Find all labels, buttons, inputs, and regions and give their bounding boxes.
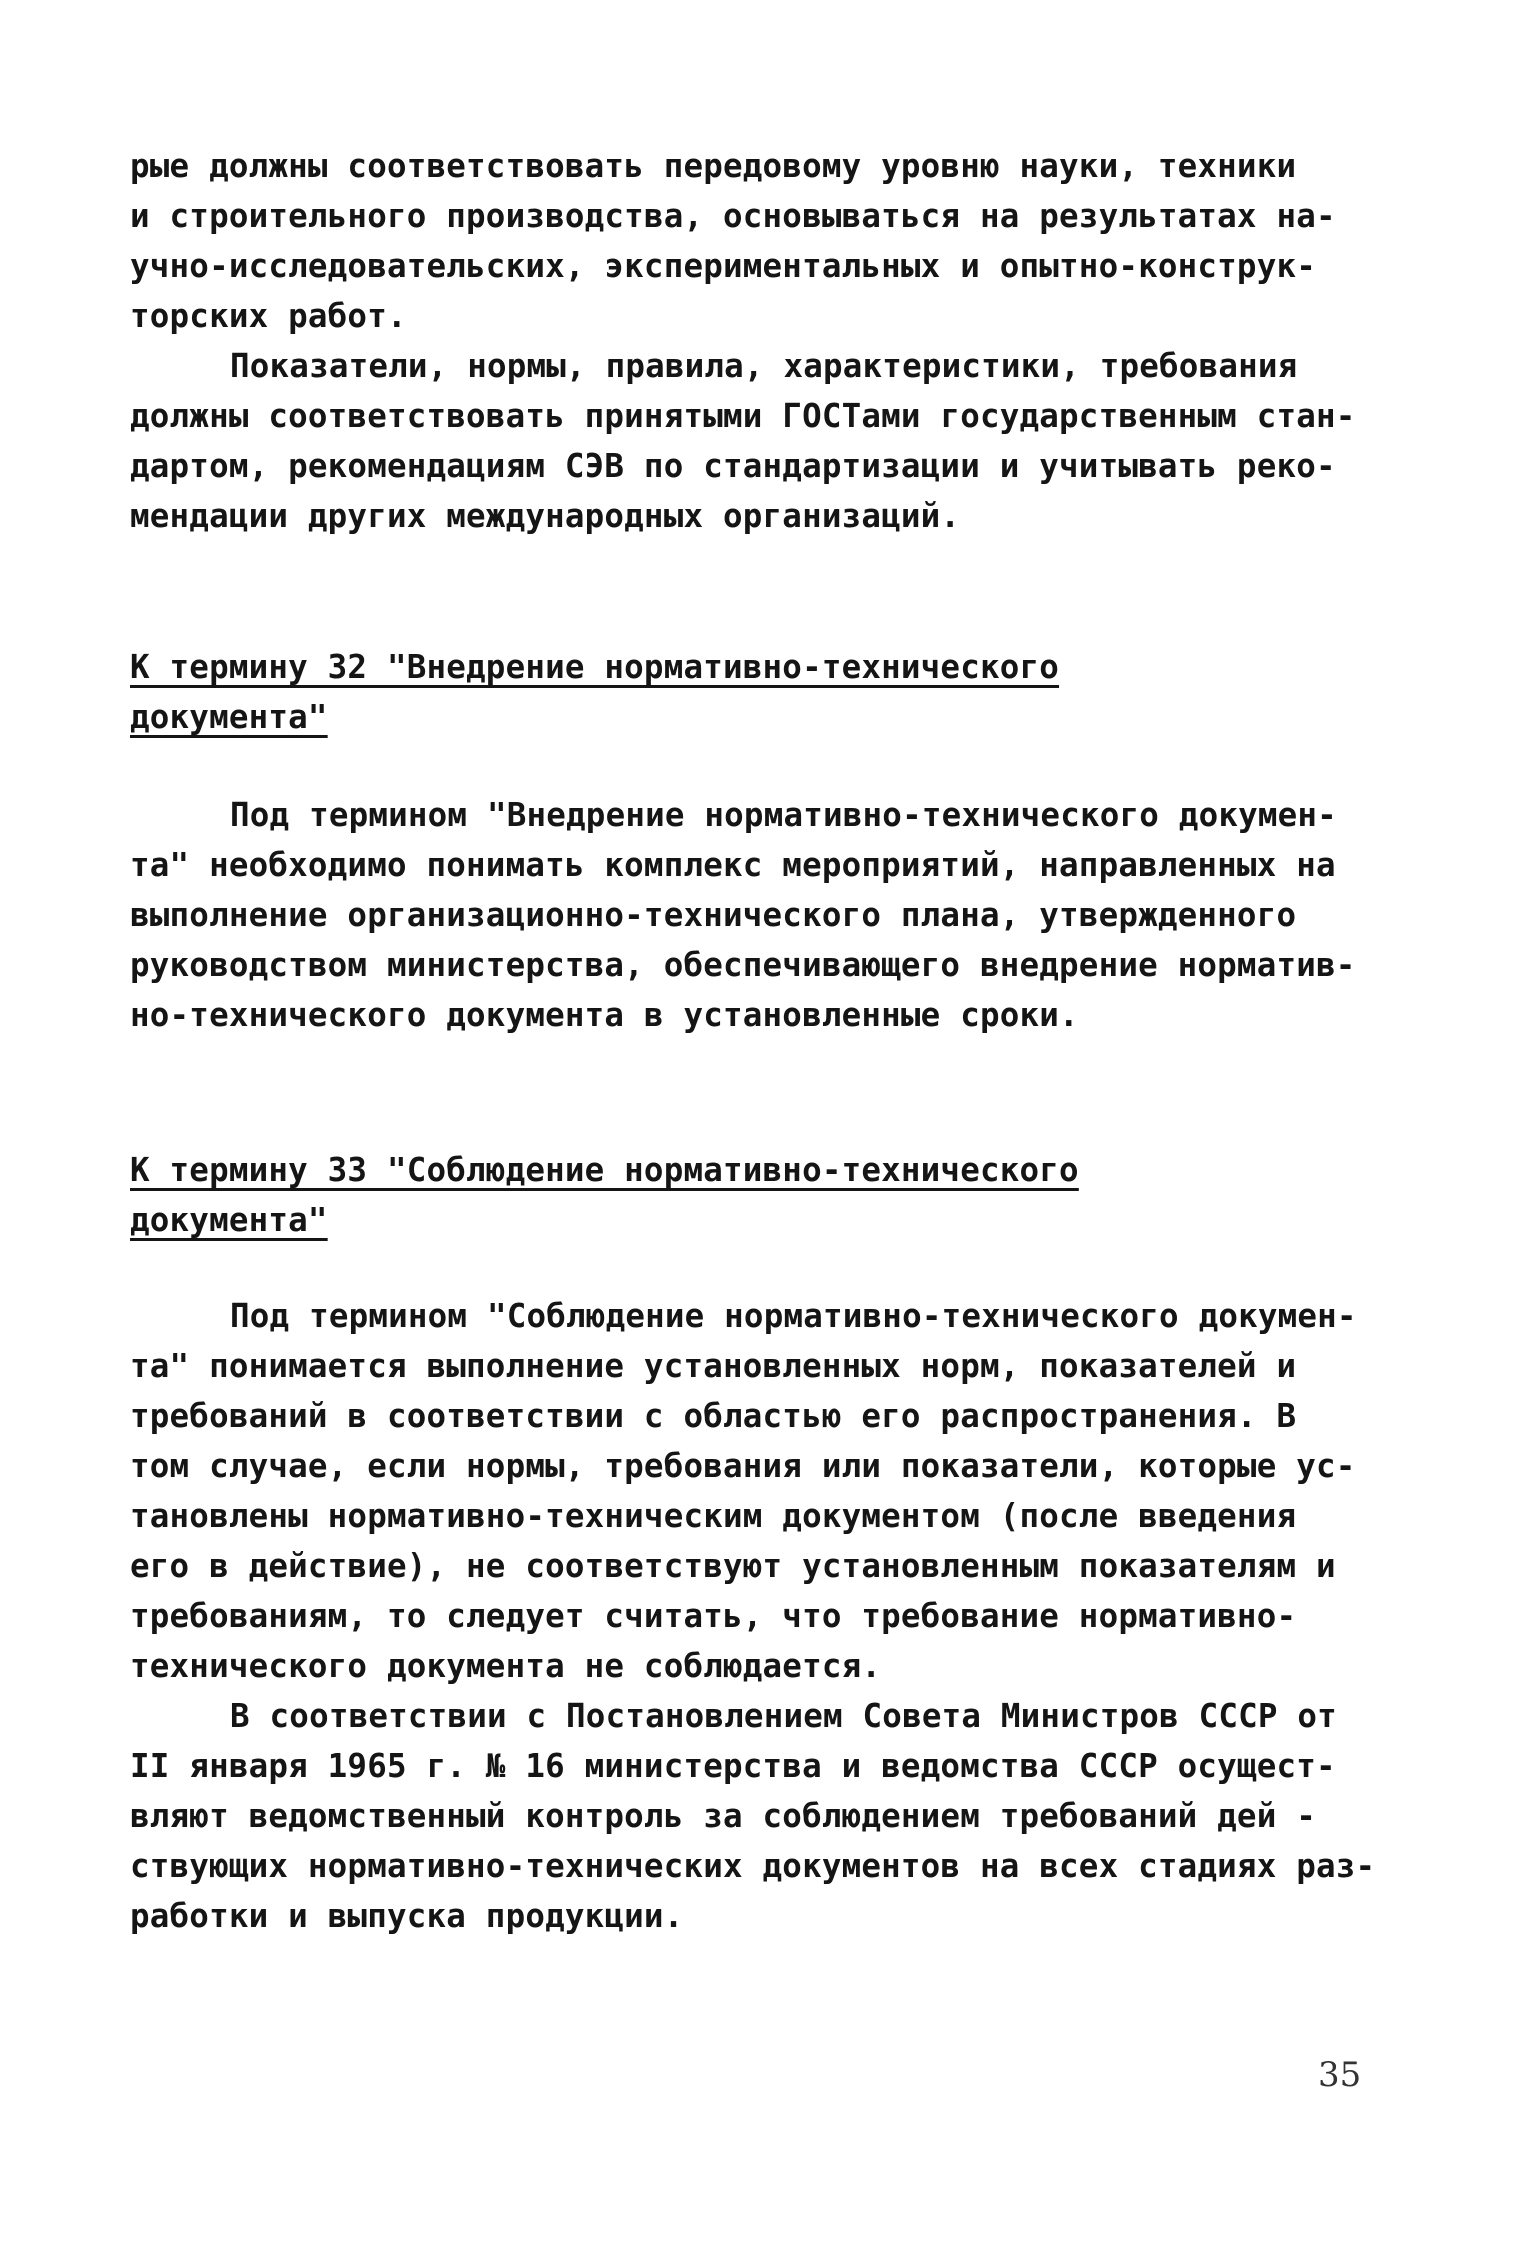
text-line: вляют ведомственный контроль за соблюдением требований дей - xyxy=(130,1797,1316,1835)
heading-line: К термину 33 "Соблюдение нормативно-технического xyxy=(130,1151,1079,1189)
text-line: II января 1965 г. № 16 министерства и ведомства СССР осущест- xyxy=(130,1747,1336,1785)
page-number: 35 xyxy=(1318,2055,1362,2095)
term-33-heading xyxy=(130,1145,1420,1245)
heading-line: документа" xyxy=(130,698,328,736)
text-line: работки и выпуска продукции. xyxy=(130,1897,684,1935)
text-line: ствующих нормативно-технических документов на всех стадиях раз- xyxy=(130,1847,1376,1885)
text-line: руководством министерства, обеспечивающего внедрение норматив- xyxy=(130,946,1356,984)
text-line: его в действие), не соответствуют установленным показателям и xyxy=(130,1547,1336,1585)
text-line: требованиям, то следует считать, что требование нормативно- xyxy=(130,1597,1297,1635)
text-line: В соответствии с Постановлением Совета Министров СССР от xyxy=(230,1697,1337,1735)
text-line: рые должны соответствовать передовому уровню науки, техники xyxy=(130,147,1297,185)
text-line: том случае, если нормы, требования или показатели, которые ус- xyxy=(130,1447,1356,1485)
text-line: но-технического документа в установленные сроки. xyxy=(130,996,1079,1034)
text-line: выполнение организационно-технического плана, утвержденного xyxy=(130,896,1297,934)
text-line: и строительного производства, основываться на результатах на- xyxy=(130,197,1336,235)
term-32-heading xyxy=(130,642,1420,742)
term-33-definition xyxy=(130,1291,1420,1941)
intro-paragraphs xyxy=(130,141,1420,541)
text-line: Под термином "Соблюдение нормативно-технического докумен- xyxy=(230,1297,1357,1335)
term-32-definition xyxy=(130,790,1420,1040)
text-line: та" понимается выполнение установленных норм, показателей и xyxy=(130,1347,1297,1385)
heading-line: К термину 32 "Внедрение нормативно-технического xyxy=(130,648,1060,686)
heading-line: документа" xyxy=(130,1201,328,1239)
text-line: торских работ. xyxy=(130,297,407,335)
text-line: мендации других международных организаций. xyxy=(130,497,961,535)
text-line: Показатели, нормы, правила, характеристики, требования xyxy=(230,347,1298,385)
text-line: тановлены нормативно-техническим документом (после введения xyxy=(130,1497,1297,1535)
text-line: технического документа не соблюдается. xyxy=(130,1647,882,1685)
text-line: должны соответствовать принятыми ГОСТами государственным стан- xyxy=(130,397,1356,435)
text-line: Под термином "Внедрение нормативно-технического докумен- xyxy=(230,796,1337,834)
text-line: требований в соответствии с областью его распространения. В xyxy=(130,1397,1297,1435)
text-line: учно-исследовательских, экспериментальных и опытно-конструк- xyxy=(130,247,1316,285)
text-line: дартом, рекомендациям СЭВ по стандартизации и учитывать реко- xyxy=(130,447,1336,485)
text-line: та" необходимо понимать комплекс мероприятий, направленных на xyxy=(130,846,1336,884)
